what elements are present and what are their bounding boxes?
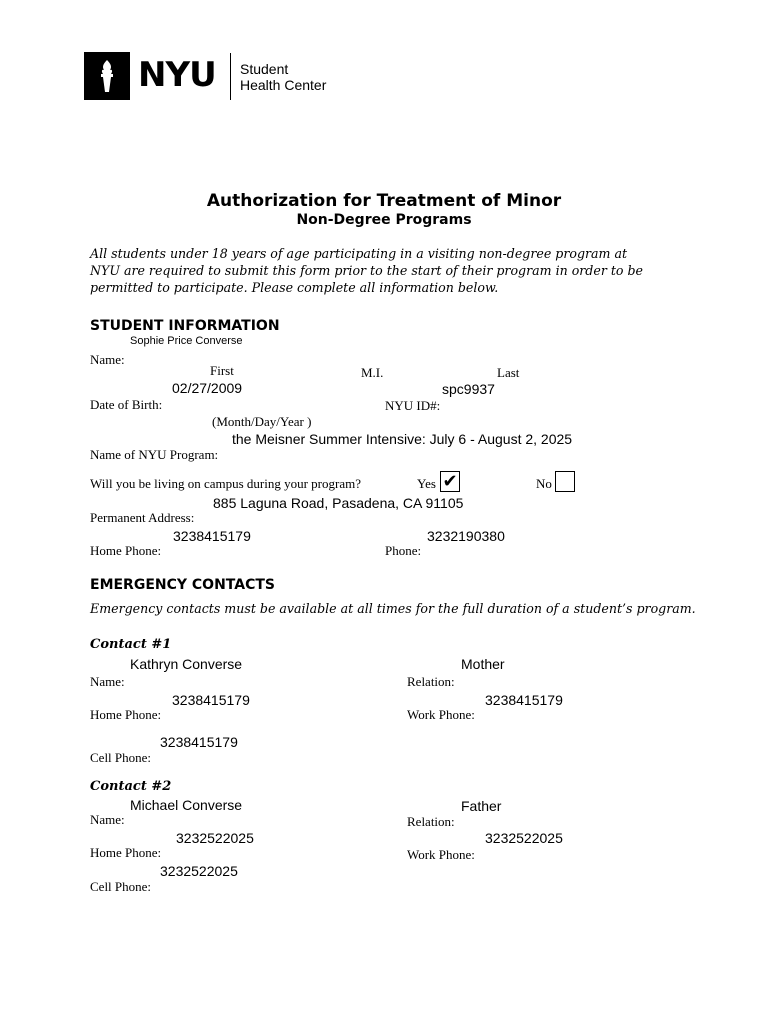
contact2-name-label: Name: bbox=[90, 812, 125, 827]
contact1-home-label: Home Phone: bbox=[90, 707, 162, 722]
contact2-home-value: 3232522025 bbox=[176, 830, 254, 846]
address-value: 885 Laguna Road, Pasadena, CA 91105 bbox=[213, 495, 464, 511]
home-phone-value: 3238415179 bbox=[173, 528, 251, 544]
no-checkbox[interactable] bbox=[555, 471, 575, 492]
logo-divider bbox=[230, 53, 231, 100]
contact1-cell-label: Cell Phone: bbox=[90, 750, 152, 765]
intro-paragraph: All students under 18 years of age participating in a visiting non-degree program at NYU are required to submit this form prior to the start of their program in order to be permitted to participate. Please complete all information below. bbox=[90, 246, 644, 295]
contact2-relation-label: Relation: bbox=[407, 814, 455, 829]
phone-value: 3232190380 bbox=[427, 528, 505, 544]
dob-format-hint: (Month/Day/Year ) bbox=[212, 414, 312, 429]
logo-line2: Health Center bbox=[240, 77, 327, 93]
campus-question: Will you be living on campus during your program? bbox=[90, 476, 361, 491]
nyu-torch-logo bbox=[84, 52, 130, 100]
student-info-heading: STUDENT INFORMATION bbox=[90, 318, 280, 334]
nyu-id-value: spc9937 bbox=[442, 381, 495, 397]
address-label: Permanent Address: bbox=[90, 510, 195, 525]
student-name-value: Sophie Price Converse bbox=[130, 335, 243, 347]
program-value: the Meisner Summer Intensive: July 6 - August 2, 2025 bbox=[232, 431, 573, 447]
dob-label: Date of Birth: bbox=[90, 397, 163, 412]
contact2-work-value: 3232522025 bbox=[485, 830, 563, 846]
no-label: No bbox=[536, 476, 552, 491]
phone-label: Phone: bbox=[385, 543, 422, 558]
contact2-relation-value: Father bbox=[461, 798, 502, 814]
last-label: Last bbox=[497, 365, 520, 380]
contact2-name-value: Michael Converse bbox=[130, 797, 243, 813]
dob-value: 02/27/2009 bbox=[172, 380, 243, 396]
contact2-heading: Contact #2 bbox=[90, 779, 172, 794]
torch-icon bbox=[84, 52, 130, 100]
yes-checkbox[interactable]: ✔ bbox=[440, 471, 460, 492]
mi-label: M.I. bbox=[361, 365, 384, 380]
logo-nyu-text: NYU bbox=[138, 55, 216, 95]
contact1-name-label: Name: bbox=[90, 674, 125, 689]
contact1-name-value: Kathryn Converse bbox=[130, 656, 243, 672]
contact2-cell-value: 3232522025 bbox=[160, 863, 238, 879]
yes-label: Yes bbox=[417, 476, 436, 491]
page-title: Authorization for Treatment of Minor bbox=[206, 191, 562, 211]
contact2-home-label: Home Phone: bbox=[90, 845, 162, 860]
contact1-relation-value: Mother bbox=[461, 656, 505, 672]
home-phone-label: Home Phone: bbox=[90, 543, 162, 558]
emergency-heading: EMERGENCY CONTACTS bbox=[90, 577, 275, 593]
emergency-note: Emergency contacts must be available at all times for the full duration of a student’s program. bbox=[90, 601, 696, 616]
contact1-heading: Contact #1 bbox=[90, 637, 172, 652]
page-subtitle: Non-Degree Programs bbox=[296, 212, 472, 228]
contact1-work-label: Work Phone: bbox=[407, 707, 475, 722]
contact1-relation-label: Relation: bbox=[407, 674, 455, 689]
program-label: Name of NYU Program: bbox=[90, 447, 219, 462]
contact1-work-value: 3238415179 bbox=[485, 692, 563, 708]
first-label: First bbox=[210, 363, 234, 378]
logo-line1: Student bbox=[240, 61, 289, 77]
contact1-cell-value: 3238415179 bbox=[160, 734, 238, 750]
nyu-id-label: NYU ID#: bbox=[385, 398, 441, 413]
contact2-cell-label: Cell Phone: bbox=[90, 879, 152, 894]
contact1-home-value: 3238415179 bbox=[172, 692, 250, 708]
contact2-work-label: Work Phone: bbox=[407, 847, 475, 862]
name-label: Name: bbox=[90, 352, 125, 367]
